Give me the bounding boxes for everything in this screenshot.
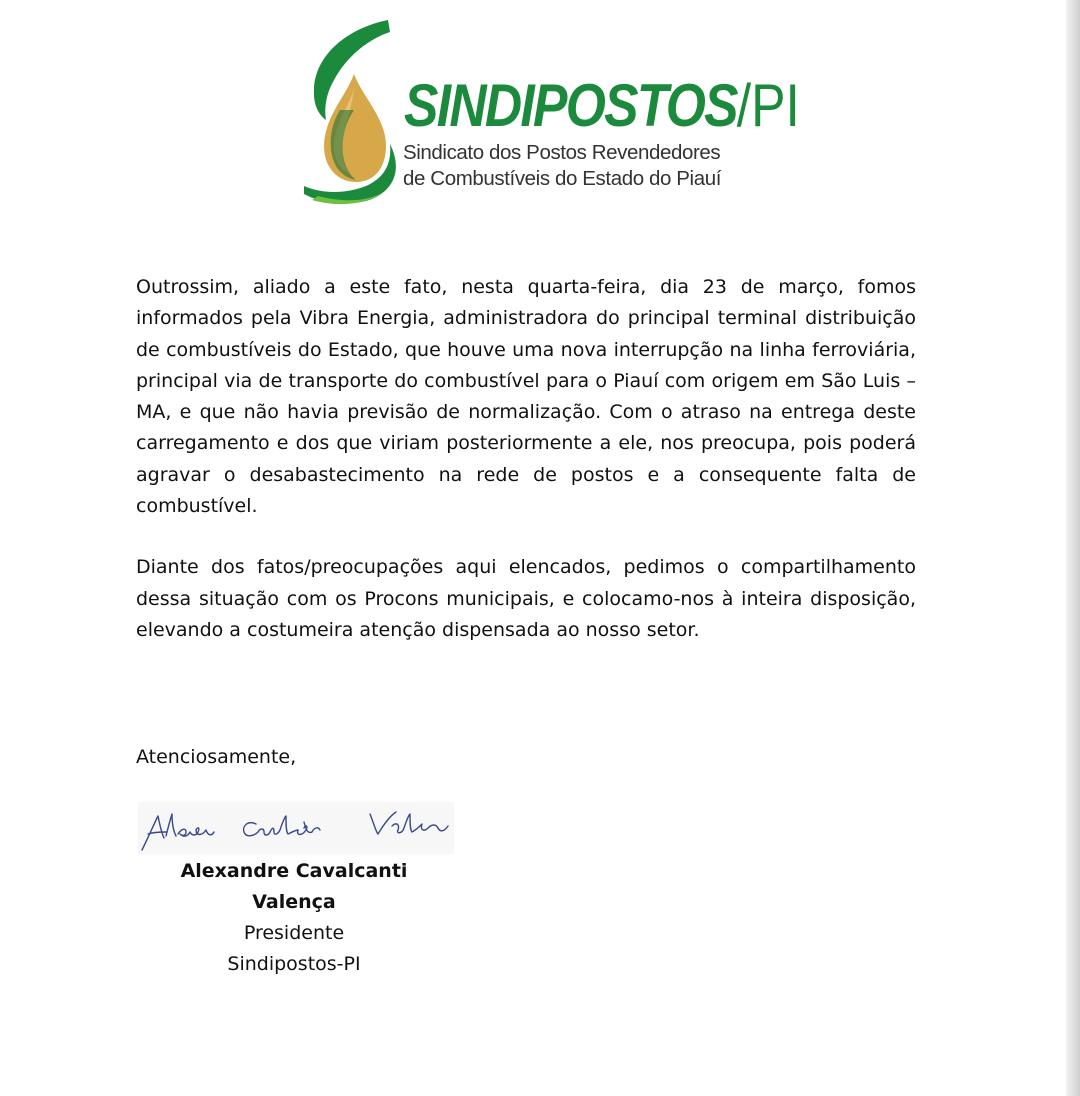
org-name — [404, 72, 800, 139]
letter-body — [136, 272, 916, 646]
letterhead — [300, 18, 800, 208]
body-paragraph-2: Diante dos fatos/preocupações aqui elencados, pedimos o compartilhamento dessa situação com os Procons municipais, e colocamo-nos à inteira disposição, elevando a costumeira atenção dispensada ao nosso setor. — [136, 556, 916, 641]
org-name-main: SINDIPOSTOS — [404, 72, 737, 139]
org-description-line1: Sindicato dos Postos Revendedores — [403, 141, 721, 164]
signer-organization: Sindipostos-PI — [227, 953, 361, 975]
body-paragraph-1: Outrossim, aliado a este fato, nesta quarta-feira, dia 23 de março, fomos informados pela Vibra Energia, administradora do principal terminal distribuição de combustíveis do Estado, que houve uma nova interrupção na linha ferroviária, principal via de transporte do combustível para o Piauí com origem em São Luis – MA, e que não havia previsão de normalização. Com o atraso na entrega deste carregamento e dos que viriam posteriormente a ele, nos preocupa, pois poderá agravar o desabastecimento na rede de postos e a consequente falta de combustível. — [136, 276, 916, 518]
page-edge-shadow — [1066, 0, 1080, 1096]
org-name-suffix: /PI — [736, 72, 800, 139]
fuel-drop-logo-icon — [300, 18, 400, 208]
signer-role: Presidente — [243, 922, 345, 944]
signer-name: Alexandre Cavalcanti Valença — [180, 860, 408, 913]
handwritten-signature — [138, 802, 454, 854]
signer-block — [136, 856, 452, 980]
org-description — [403, 140, 721, 192]
salutation: Atenciosamente, — [136, 746, 297, 768]
org-description-line2: de Combustíveis do Estado do Piauí — [403, 167, 722, 190]
